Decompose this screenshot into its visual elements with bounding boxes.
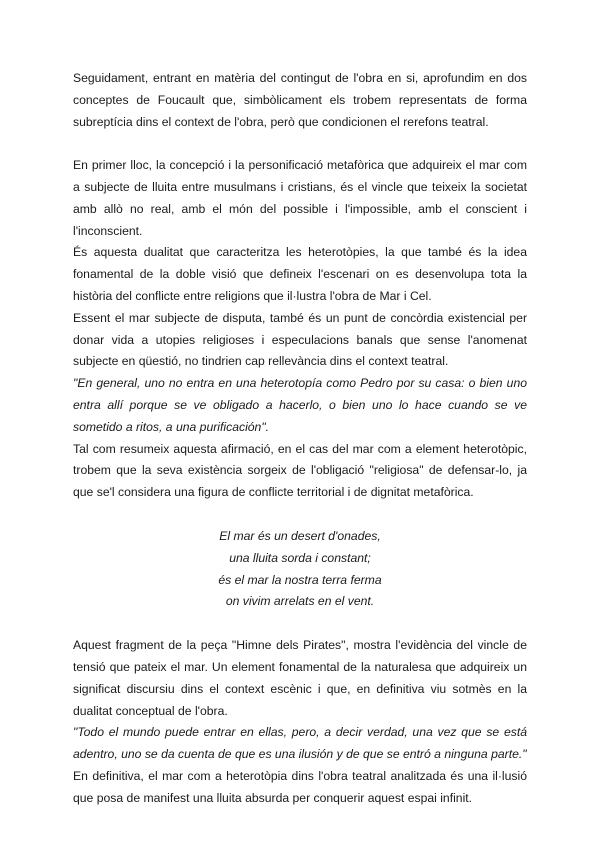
quote-heterotopia-entry: "En general, uno no entra en una heterotopía como Pedro por su casa: o bien uno entra allí porque se ve obligado a hacerlo, o bien uno lo hace cuando se ve sometido a ritos, a una purificación".	[73, 376, 527, 434]
paragraph-dispute: Essent el mar subjecte de disputa, també és un punt de concòrdia existencial per donar vida a utopies religioses i especulacions banals que sense l'anomenat subjecte en qüestió, no tindrien cap rellevància dins el context teatral.	[73, 310, 527, 369]
poem-line: El mar és un desert d'onades,	[219, 528, 381, 543]
quote-illusion: "Todo el mundo puede entrar en ellas, pero, a decir verdad, una vez que se está adentro, uno se da cuenta de que es una ilusión y de que se entró a ninguna parte."	[73, 725, 527, 762]
paragraph-summary: Tal com resumeix aquesta afirmació, en el cas del mar com a element heterotòpic, trobem que la seva existència sorgeix de l'obligació "religiosa" de defensar-lo, ja que se'l considera una figura de conflicte territorial i de dignitat metafòrica.	[73, 441, 527, 500]
poem-excerpt	[73, 526, 527, 613]
poem-line: una lluita sorda i constant;	[229, 550, 371, 565]
paragraph-sea-personification: En primer lloc, la concepció i la personificació metafòrica que adquireix el mar com a subjecte de lluita entre musulmans i cristians, és el vincle que teixeix la societat amb allò no real, amb el món del possible i l'impossible, amb el conscient i l'inconscient.	[73, 158, 527, 238]
paragraph-fragment: Aquest fragment de la peça "Himne dels Pirates", mostra l'evidència del vincle de tensió que pateix el mar. Un element fonamental de la naturalesa que adquireix un significat discursiu dins el context escènic i que, en definitiva viu sotmès en la dualitat conceptual de l'obra.	[73, 638, 527, 718]
poem-spacer-top	[73, 504, 527, 526]
poem-spacer-bottom	[73, 613, 527, 635]
paragraph-duality: És aquesta dualitat que caracteritza les heterotòpies, la que també és la idea fonamental de la doble visió que defineix l'escenari on es desenvolupa tota la història del conflicte entre religions que il·lustra l'obra de Mar i Cel.	[73, 245, 527, 303]
paragraph-intro: Seguidament, entrant en matèria del contingut de l'obra en si, aprofundim en dos conceptes de Foucault que, simbòlicament els trobem representats de forma subreptícia dins el context de l'obra, però que condicionen el rerefons teatral.	[73, 71, 527, 129]
paragraph-spacer	[73, 133, 527, 155]
paragraph-conclusion: En definitiva, el mar com a heterotòpia dins l'obra teatral analitzada és una il·lusió que posa de manifest una lluita absurda per conquerir aquest espai infinit.	[73, 768, 527, 805]
poem-line: on vivim arrelats en el vent.	[225, 594, 375, 609]
document-body	[73, 68, 527, 810]
poem-line: és el mar la nostra terra ferma	[218, 572, 382, 587]
